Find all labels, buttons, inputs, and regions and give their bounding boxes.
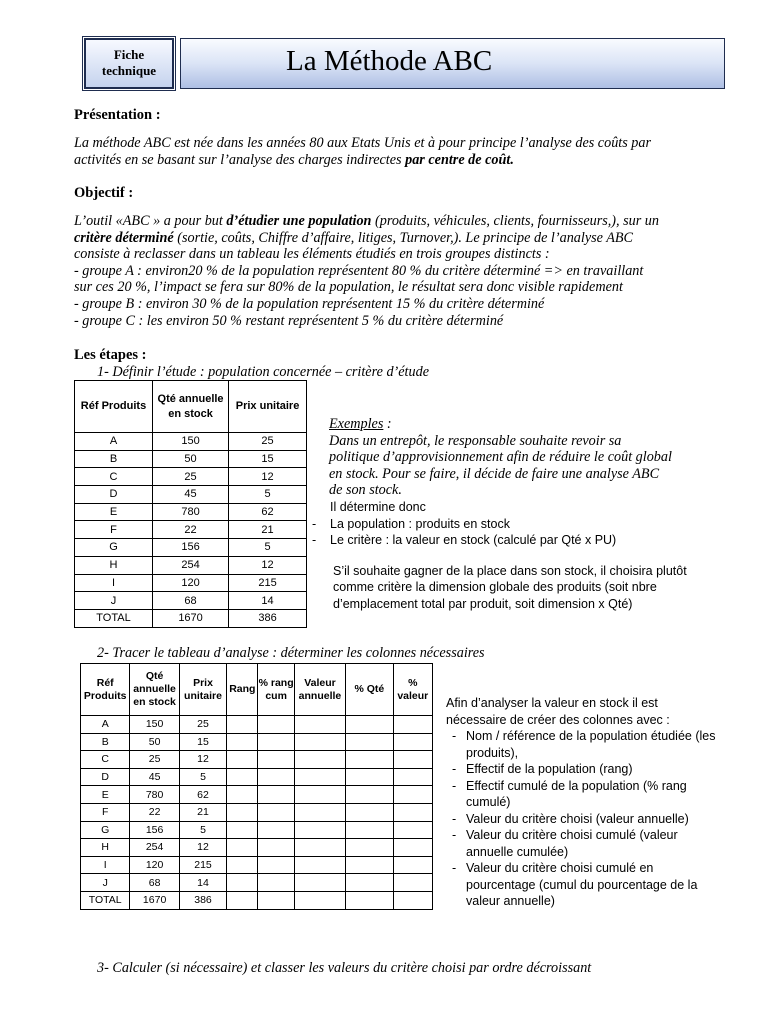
step3-title: 3- Calculer (si nécessaire) et classer les valeurs du critère choisi par ordre décroissant bbox=[97, 960, 592, 976]
table-cell-empty bbox=[294, 874, 345, 892]
table-cell-empty bbox=[258, 803, 294, 821]
table-cell: 12 bbox=[229, 468, 307, 486]
table-cell-empty bbox=[227, 786, 258, 804]
table-row bbox=[81, 803, 433, 821]
presentation-heading: Présentation : bbox=[74, 107, 161, 123]
table-cell-empty bbox=[227, 716, 258, 734]
col-price: Prix unitaire bbox=[179, 664, 226, 716]
table-cell-empty bbox=[393, 768, 432, 786]
table-cell-empty bbox=[227, 839, 258, 857]
table-cell-empty bbox=[346, 856, 393, 874]
objectif-l2a: critère déterminé bbox=[74, 229, 174, 246]
table-cell-empty bbox=[393, 803, 432, 821]
table-cell-empty bbox=[227, 733, 258, 751]
table-cell-empty bbox=[346, 716, 393, 734]
table-cell: E bbox=[81, 786, 130, 804]
table-cell: 386 bbox=[229, 609, 307, 627]
table-cell: 45 bbox=[130, 768, 179, 786]
table-cell-empty bbox=[258, 839, 294, 857]
table-cell: F bbox=[75, 521, 153, 539]
exemples-para2: comme critère la dimension globale des produits (soit nbre bbox=[333, 580, 657, 594]
determine-block bbox=[308, 499, 728, 612]
table-cell: 50 bbox=[153, 450, 229, 468]
table-cell-empty bbox=[258, 891, 294, 909]
col-ref: Réf Produits bbox=[81, 664, 130, 716]
table-cell: 1670 bbox=[130, 891, 179, 909]
col-qty: Qté annuelle en stock bbox=[130, 664, 179, 716]
table-cell: 25 bbox=[130, 751, 179, 769]
objectif-l7: - groupe C : les environ 50 % restant représentent 5 % du critère déterminé bbox=[74, 312, 504, 329]
table-cell: A bbox=[75, 433, 153, 451]
products-table-body bbox=[75, 433, 307, 628]
list-item: - Valeur du critère choisi cumulé (valeur annuelle cumulée) bbox=[446, 827, 716, 860]
table-cell: 68 bbox=[153, 592, 229, 610]
table-cell: 5 bbox=[179, 821, 226, 839]
table-cell: A bbox=[81, 716, 130, 734]
table-cell: 5 bbox=[229, 539, 307, 557]
table-row bbox=[75, 433, 307, 451]
list-item: - Effectif de la population (rang) bbox=[446, 761, 716, 778]
list-item: - Le critère : la valeur en stock (calculé par Qté x PU) bbox=[308, 532, 728, 549]
table-row bbox=[75, 539, 307, 557]
table-cell-empty bbox=[258, 821, 294, 839]
table-cell-empty bbox=[294, 716, 345, 734]
objectif-l5: sur ces 20 %, l’impact se fera sur 80% de la population, le résultat sera donc visible rapidement bbox=[74, 279, 623, 296]
table-cell-empty bbox=[393, 733, 432, 751]
table-cell-empty bbox=[227, 891, 258, 909]
table-cell: 150 bbox=[130, 716, 179, 734]
table-cell-empty bbox=[258, 733, 294, 751]
fiche-line1: Fiche bbox=[113, 47, 145, 62]
table-cell: 25 bbox=[153, 468, 229, 486]
table-row bbox=[81, 768, 433, 786]
table-cell: 5 bbox=[229, 486, 307, 504]
table-cell-empty bbox=[227, 874, 258, 892]
table-cell-empty bbox=[346, 786, 393, 804]
table-cell: C bbox=[75, 468, 153, 486]
table-cell-empty bbox=[346, 768, 393, 786]
table-row bbox=[75, 486, 307, 504]
table-cell: F bbox=[81, 803, 130, 821]
table-cell: 62 bbox=[229, 503, 307, 521]
table-row bbox=[75, 468, 307, 486]
table-cell: 45 bbox=[153, 486, 229, 504]
table-cell-empty bbox=[346, 803, 393, 821]
table-cell-empty bbox=[393, 874, 432, 892]
table-cell: 21 bbox=[179, 803, 226, 821]
table-cell: H bbox=[81, 839, 130, 857]
table-cell: 50 bbox=[130, 733, 179, 751]
table-cell: 1670 bbox=[153, 609, 229, 627]
table-cell: 215 bbox=[179, 856, 226, 874]
presentation-line2a: activités en se basant sur l’analyse des charges indirectes bbox=[74, 151, 406, 168]
table-row bbox=[81, 716, 433, 734]
table-row bbox=[75, 592, 307, 610]
table-cell: 21 bbox=[229, 521, 307, 539]
presentation-line2b: par centre de coût. bbox=[405, 151, 514, 168]
list-item: - Effectif cumulé de la population (% rang cumulé) bbox=[446, 778, 716, 811]
col-rank: Rang bbox=[227, 664, 258, 716]
col-pct-value: % valeur bbox=[393, 664, 432, 716]
table-cell: C bbox=[81, 751, 130, 769]
table-cell-empty bbox=[227, 856, 258, 874]
table-cell: 780 bbox=[130, 786, 179, 804]
table-cell: E bbox=[75, 503, 153, 521]
step2-title: 2- Tracer le tableau d’analyse : déterminer les colonnes nécessaires bbox=[97, 645, 485, 661]
list-item: - La population : produits en stock bbox=[308, 516, 728, 533]
table-cell: 14 bbox=[229, 592, 307, 610]
table-cell: 156 bbox=[153, 539, 229, 557]
determine-intro: Il détermine donc bbox=[330, 500, 426, 514]
table-cell-empty bbox=[258, 786, 294, 804]
exemples-colon: : bbox=[383, 416, 392, 432]
table-row bbox=[75, 521, 307, 539]
table-cell-empty bbox=[393, 856, 432, 874]
exemples-block bbox=[329, 416, 729, 499]
table-cell: 12 bbox=[229, 556, 307, 574]
col-annual-value: Valeur annuelle bbox=[294, 664, 345, 716]
table-cell-empty bbox=[393, 786, 432, 804]
table-cell-empty bbox=[227, 821, 258, 839]
table-row bbox=[81, 891, 433, 909]
table-cell: 120 bbox=[153, 574, 229, 592]
table-cell-empty bbox=[346, 891, 393, 909]
page-title: La Méthode ABC bbox=[286, 45, 493, 77]
analysis-table bbox=[80, 663, 433, 910]
table-cell-empty bbox=[258, 768, 294, 786]
table-cell-empty bbox=[227, 768, 258, 786]
table-cell: B bbox=[81, 733, 130, 751]
etapes-heading: Les étapes : bbox=[74, 347, 147, 363]
title-banner bbox=[180, 38, 725, 89]
table-cell: 12 bbox=[179, 751, 226, 769]
table-row bbox=[75, 574, 307, 592]
list-item: - Nom / référence de la population étudiée (les produits), bbox=[446, 728, 716, 761]
list-item: - Valeur du critère choisi (valeur annuelle) bbox=[446, 811, 716, 828]
table-cell: 14 bbox=[179, 874, 226, 892]
table-cell: 254 bbox=[153, 556, 229, 574]
table-cell: 780 bbox=[153, 503, 229, 521]
col-ref: Réf Produits bbox=[75, 381, 153, 433]
table-cell: D bbox=[75, 486, 153, 504]
table-cell: 25 bbox=[229, 433, 307, 451]
list-item: - Valeur du critère choisi cumulé en pourcentage (cumul du pourcentage de la valeur annuelle) bbox=[446, 860, 716, 910]
table-cell: 386 bbox=[179, 891, 226, 909]
table-cell: J bbox=[75, 592, 153, 610]
table-row bbox=[75, 450, 307, 468]
table-cell: 254 bbox=[130, 839, 179, 857]
table-cell-empty bbox=[294, 891, 345, 909]
analysis-intro2: nécessaire de créer des colonnes avec : bbox=[446, 712, 670, 727]
exemples-line3: en stock. Pour se faire, il décide de faire une analyse ABC bbox=[329, 465, 660, 482]
table-cell-empty bbox=[227, 803, 258, 821]
table-cell-empty bbox=[346, 821, 393, 839]
fiche-technique-label bbox=[84, 38, 174, 89]
exemples-line1: Dans un entrepôt, le responsable souhaite revoir sa bbox=[329, 432, 622, 449]
analysis-table-body bbox=[81, 716, 433, 910]
col-pct-qty: % Qté bbox=[346, 664, 393, 716]
table-cell-empty bbox=[294, 839, 345, 857]
exemples-para1: S’il souhaite gagner de la place dans son stock, il choisira plutôt bbox=[333, 563, 687, 578]
table-cell: 120 bbox=[130, 856, 179, 874]
table-row bbox=[75, 503, 307, 521]
table-cell: 22 bbox=[130, 803, 179, 821]
table-cell: 22 bbox=[153, 521, 229, 539]
analysis-explanation bbox=[446, 695, 716, 910]
table-cell-empty bbox=[294, 856, 345, 874]
objectif-l3: consiste à reclasser dans un tableau les éléments étudiés en trois groupes distincts : bbox=[74, 246, 550, 263]
table-row bbox=[81, 874, 433, 892]
table-cell-empty bbox=[294, 803, 345, 821]
table-cell-empty bbox=[258, 716, 294, 734]
table-cell: D bbox=[81, 768, 130, 786]
col-qty: Qté annuelle en stock bbox=[153, 381, 229, 433]
step1-title: 1- Définir l’étude : population concernée – critère d’étude bbox=[97, 364, 429, 380]
table-cell-empty bbox=[227, 751, 258, 769]
table-cell-empty bbox=[393, 751, 432, 769]
table-cell: J bbox=[81, 874, 130, 892]
table-header-row bbox=[75, 381, 307, 433]
objectif-l4: - groupe A : environ20 % de la population représentent 80 % du critère déterminé => en travaillant bbox=[74, 262, 644, 279]
presentation-paragraph bbox=[74, 135, 734, 168]
table-cell-empty bbox=[294, 751, 345, 769]
table-header-row bbox=[81, 664, 433, 716]
table-cell: 15 bbox=[179, 733, 226, 751]
exemples-line4: de son stock. bbox=[329, 482, 402, 499]
products-table bbox=[74, 380, 307, 628]
table-cell: I bbox=[75, 574, 153, 592]
table-cell-empty bbox=[294, 733, 345, 751]
table-cell-empty bbox=[393, 716, 432, 734]
table-cell: 15 bbox=[229, 450, 307, 468]
fiche-line2: technique bbox=[101, 63, 157, 78]
table-cell: I bbox=[81, 856, 130, 874]
table-row bbox=[81, 786, 433, 804]
table-cell-empty bbox=[393, 821, 432, 839]
table-cell-empty bbox=[346, 839, 393, 857]
objectif-l6: - groupe B : environ 30 % de la population représentent 15 % du critère déterminé bbox=[74, 295, 545, 312]
table-row bbox=[81, 733, 433, 751]
table-cell-empty bbox=[346, 751, 393, 769]
exemples-line2: politique d’approvisionnement afin de réduire le coût global bbox=[329, 449, 672, 466]
col-price: Prix unitaire bbox=[229, 381, 307, 433]
table-cell: 62 bbox=[179, 786, 226, 804]
table-row bbox=[75, 609, 307, 627]
table-cell: 156 bbox=[130, 821, 179, 839]
table-cell: H bbox=[75, 556, 153, 574]
table-cell-empty bbox=[393, 891, 432, 909]
table-cell: B bbox=[75, 450, 153, 468]
table-cell: G bbox=[81, 821, 130, 839]
table-cell-empty bbox=[258, 874, 294, 892]
objectif-l1a: L’outil «ABC » a pour but bbox=[74, 213, 227, 229]
exemples-para3: d’emplacement total par produit, soit dimension x Qté) bbox=[333, 596, 633, 611]
table-row bbox=[81, 856, 433, 874]
table-cell-empty bbox=[346, 874, 393, 892]
table-cell: TOTAL bbox=[81, 891, 130, 909]
table-cell-empty bbox=[258, 856, 294, 874]
table-row bbox=[81, 839, 433, 857]
table-cell-empty bbox=[258, 751, 294, 769]
table-cell: 12 bbox=[179, 839, 226, 857]
table-cell-empty bbox=[294, 768, 345, 786]
table-cell: TOTAL bbox=[75, 609, 153, 627]
objectif-heading: Objectif : bbox=[74, 185, 134, 201]
table-row bbox=[81, 821, 433, 839]
col-rank-cum: % rang cum bbox=[258, 664, 294, 716]
table-row bbox=[81, 751, 433, 769]
table-cell: 150 bbox=[153, 433, 229, 451]
table-cell-empty bbox=[393, 839, 432, 857]
table-cell: G bbox=[75, 539, 153, 557]
table-cell-empty bbox=[346, 733, 393, 751]
table-cell: 68 bbox=[130, 874, 179, 892]
exemples-label: Exemples bbox=[329, 416, 384, 432]
presentation-line1: La méthode ABC est née dans les années 80 aux Etats Unis et à pour principe l’analyse des coûts par bbox=[74, 135, 652, 151]
table-cell-empty bbox=[294, 786, 345, 804]
table-cell: 215 bbox=[229, 574, 307, 592]
objectif-l1c: (produits, véhicules, clients, fournisseurs,), sur un bbox=[371, 213, 659, 229]
analysis-intro1: Afin d’analyser la valeur en stock il est bbox=[446, 696, 658, 710]
table-cell: 25 bbox=[179, 716, 226, 734]
table-row bbox=[75, 556, 307, 574]
objectif-l1b: d’étudier une population bbox=[226, 213, 372, 229]
objectif-l2b: (sortie, coûts, Chiffre d’affaire, litiges, Turnover,). Le principe de l’analyse ABC bbox=[173, 229, 634, 246]
table-cell: 5 bbox=[179, 768, 226, 786]
table-cell-empty bbox=[294, 821, 345, 839]
objectif-paragraph bbox=[74, 213, 754, 329]
